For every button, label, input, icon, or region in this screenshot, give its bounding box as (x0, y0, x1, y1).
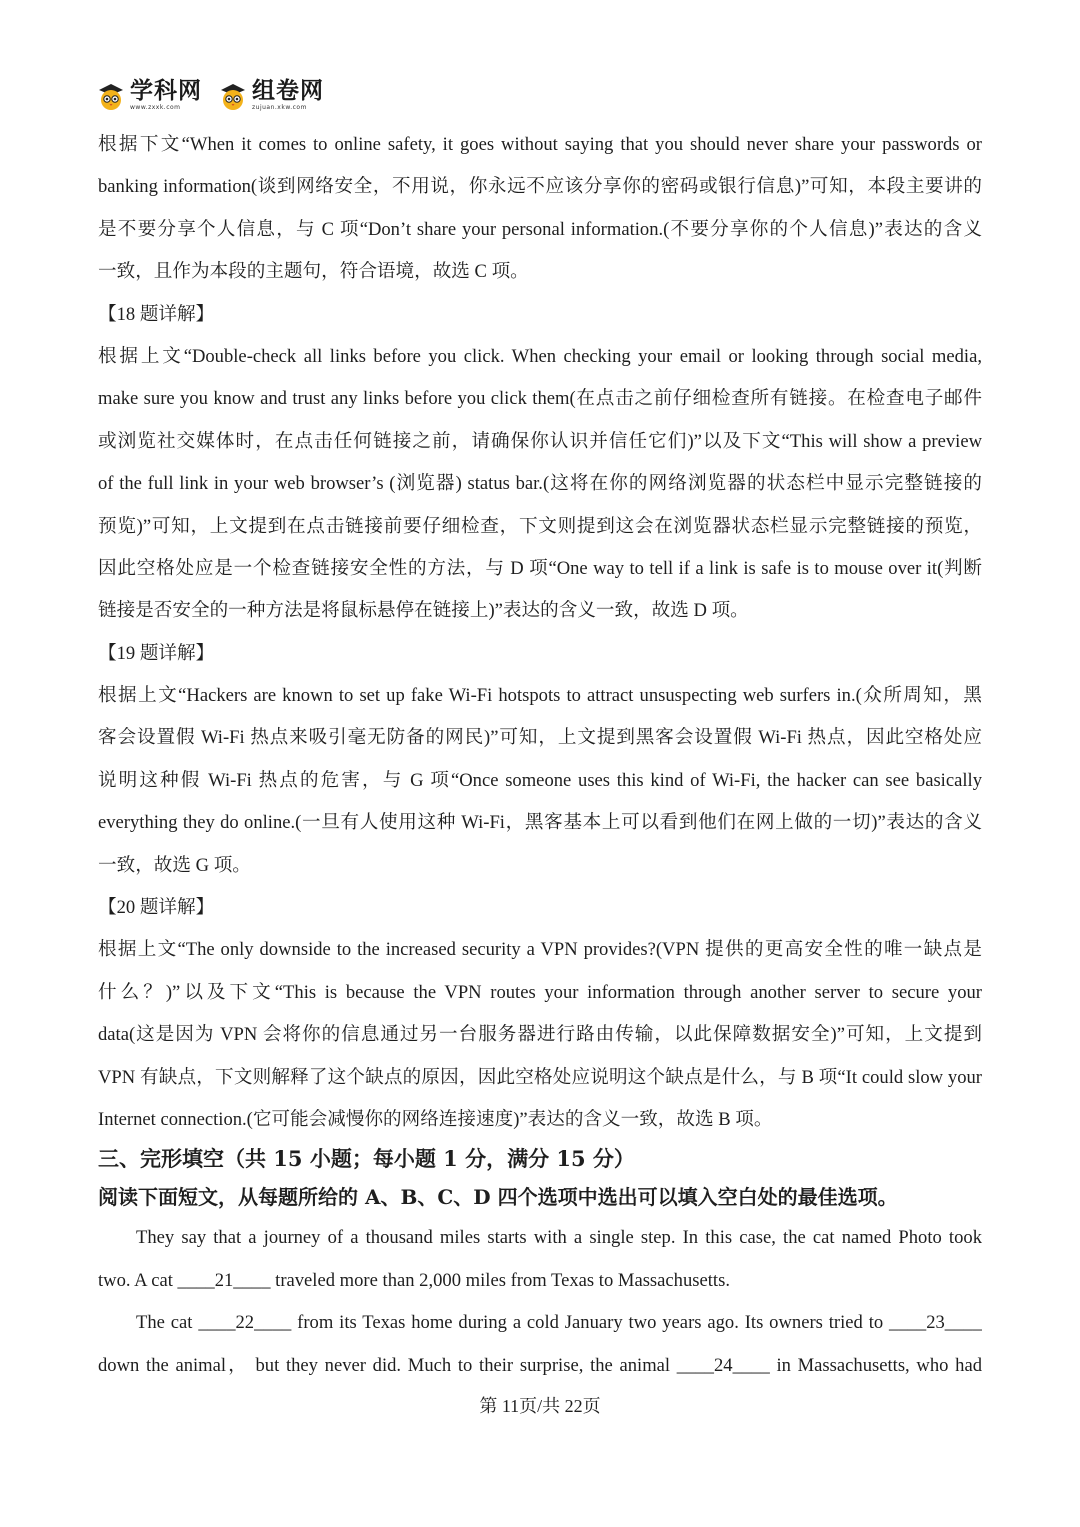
text-line: 根据上文“Double-check all links before you click. When checking your email or looking through social media, (98, 345, 982, 367)
text-line: 说明这种假 Wi-Fi 热点的危害，与 G 项“Once someone uses this kind of Wi-Fi, the hacker can see basically (98, 769, 982, 791)
text-line: of the full link in your web browser’s (浏览器) status bar.(这将在你的网络浏览器的状态栏中显示完整链接的 (98, 473, 982, 495)
owl-mascot-icon (96, 81, 126, 111)
logo1-name: 学科网 (130, 78, 202, 104)
text-line: make sure you know and trust any links before you click them(在点击之前仔细检查所有链接。在检查电子邮件 (98, 388, 982, 410)
text-line: 因此空格处应是一个检查链接安全性的方法，与 D 项“One way to tell if a link is safe is to mouse over it(判断 (98, 557, 982, 579)
passage-line: down the animal， but they never did. Much to their surprise, the animal ____24____ in Massachusetts, who had (98, 1354, 982, 1376)
text-line: 预览)”可知，上文提到在点击链接前要仔细检查，下文则提到这会在浏览器状态栏显示完整链接的预览， (98, 515, 982, 537)
text-line: 根据上文“The only downside to the increased security a VPN provides?(VPN 提供的更高安全性的唯一缺点是 (98, 939, 982, 961)
text-line: VPN 有缺点，下文则解释了这个缺点的原因，因此空格处应说明这个缺点是什么，与 B 项“It could slow your (98, 1066, 982, 1088)
passage-line: The cat ____22____ from its Texas home during a cold January two years ago. Its owners tried to ____23____ (136, 1312, 982, 1334)
text-line: 一致，且作为本段的主题句，符合语境，故选 C 项。 (98, 261, 529, 283)
passage-line: They say that a journey of a thousand miles starts with a single step. In this case, the cat named Photo took (136, 1227, 982, 1249)
text-line: Internet connection.(它可能会减慢你的网络连接速度)”表达的含义一致，故选 B 项。 (98, 1108, 773, 1130)
text-line: 客会设置假 Wi-Fi 热点来吸引毫无防备的网民)”可知，上文提到黑客会设置假 Wi-Fi 热点，因此空格处应 (98, 727, 982, 749)
cloze-section-instruction: 阅读下面短文，从每题所给的 A、B、C、D 四个选项中选出可以填入空白处的最佳选项。 (98, 1185, 898, 1210)
text-line: 链接是否安全的一种方法是将鼠标悬停在链接上)”表达的含义一致，故选 D 项。 (98, 600, 749, 622)
text-line: data(这是因为 VPN 会将你的信息通过另一台服务器进行路由传输，以此保障数据安全)”可知，上文提到 (98, 1024, 982, 1046)
text-line: everything they do online.(一旦有人使用这种 Wi-Fi，黑客基本上可以看到他们在网上做的一切)”表达的含义 (98, 812, 982, 834)
logo2-url: zujuan.xkw.com (252, 104, 307, 111)
section-heading-19: 【19 题详解】 (98, 642, 215, 664)
text-line: 根据下文“When it comes to online safety, it goes without saying that you should never share your passwords or (98, 134, 982, 155)
logo1-url: www.zxxk.com (130, 104, 181, 111)
passage-line: two. A cat ____21____ traveled more than 2,000 miles from Texas to Massachusetts. (98, 1269, 730, 1291)
logo2-name: 组卷网 (252, 78, 324, 104)
text-line: 一致，故选 G 项。 (98, 854, 251, 876)
owl-mascot-icon (218, 81, 248, 111)
section-heading-18: 【18 题详解】 (98, 303, 215, 325)
section-heading-20: 【20 题详解】 (98, 897, 215, 919)
cloze-section-title: 三、完形填空（共 15 小题；每小题 1 分，满分 15 分） (98, 1146, 635, 1172)
text-line: 是不要分享个人信息，与 C 项“Don’t share your personal information.(不要分享你的个人信息)”表达的含义 (98, 218, 982, 240)
xuekewang-logo (96, 80, 202, 111)
zujuanwang-logo (218, 80, 324, 111)
document-body (98, 124, 982, 1387)
text-line: 什么？)”以及下文“This is because the VPN routes your information through another server to secure your (98, 981, 982, 1003)
header-logos (96, 80, 324, 111)
page-number: 第 11页/共 22页 (479, 1396, 601, 1416)
text-line: 根据上文“Hackers are known to set up fake Wi-Fi hotspots to attract unsuspecting web surfers in.(众所周知，黑 (98, 685, 982, 707)
text-line: banking information(谈到网络安全，不用说，你永远不应该分享你的密码或银行信息)”可知，本段主要讲的 (98, 176, 982, 198)
text-line: 或浏览社交媒体时，在点击任何链接之前，请确保你认识并信任它们)”以及下文“This will show a preview (98, 430, 982, 452)
